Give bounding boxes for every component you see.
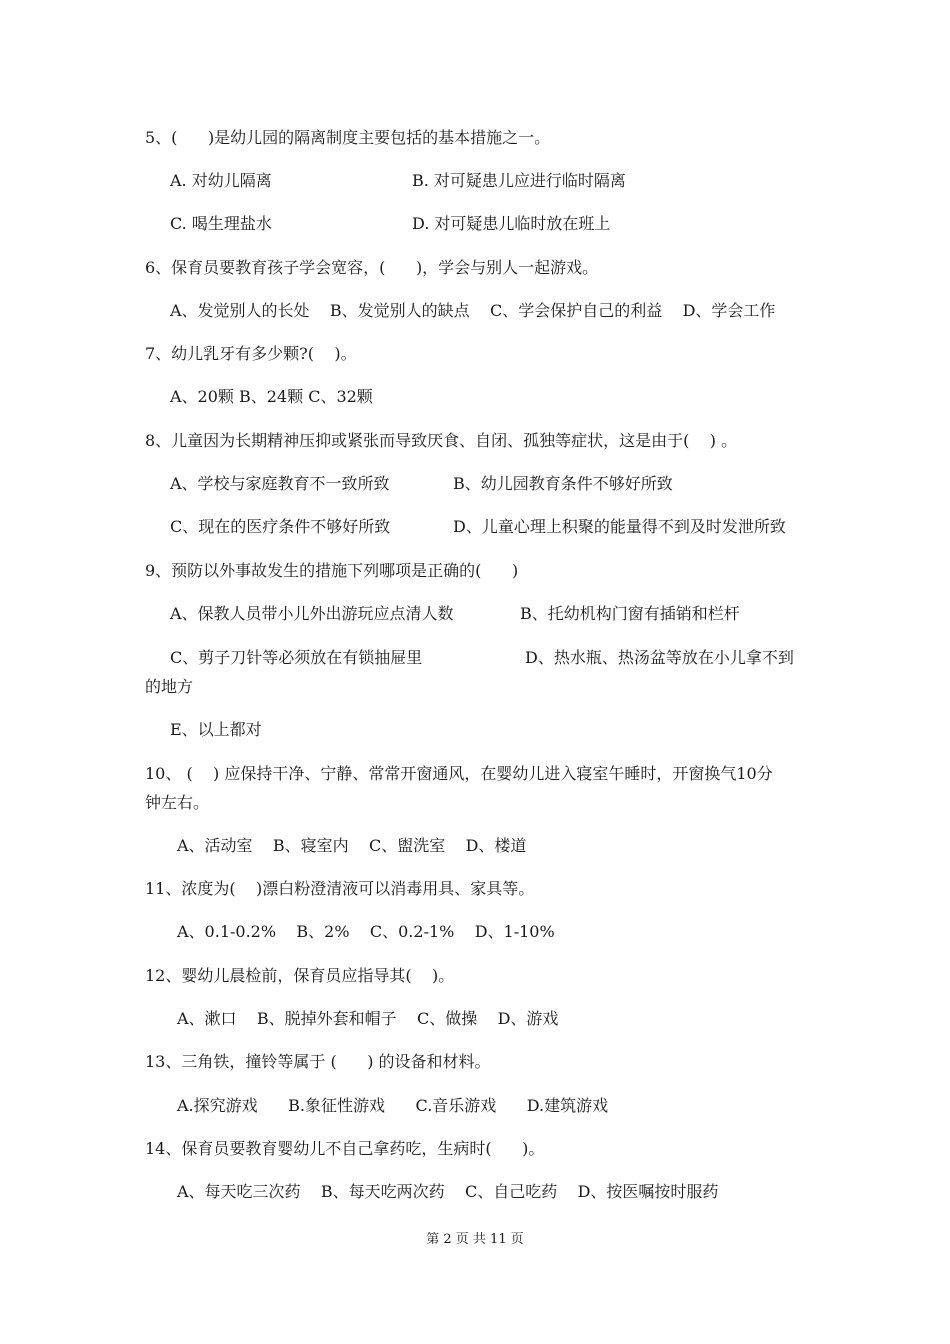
- question-6-options: A、发觉别人的长处 B、发觉别人的缺点 C、学会保护自己的利益 D、学会工作: [170, 301, 776, 320]
- question-8-option-c: C、现在的医疗条件不够好所致: [170, 517, 391, 536]
- question-13-stem: 13、三角铁，撞铃等属于 ( ) 的设备和材料。: [145, 1052, 491, 1071]
- question-7-options: A、20颗 B、24颗 C、32颗: [170, 387, 373, 406]
- question-5-option-d: D. 对可疑患儿临时放在班上: [412, 214, 611, 233]
- question-8-option-b: B、幼儿园教育条件不够好所致: [453, 474, 673, 493]
- page-number: 第 2 页 共 11 页: [426, 1232, 524, 1247]
- question-5-option-a: A. 对幼儿隔离: [170, 171, 272, 190]
- question-10-stem-continued: 钟左右。: [145, 793, 210, 812]
- question-8-option-a: A、学校与家庭教育不一致所致: [170, 474, 390, 493]
- question-10-options: A、活动室 B、寝室内 C、盥洗室 D、楼道: [177, 836, 527, 855]
- question-11-options: A、0.1-0.2% B、2% C、0.2-1% D、1-10%: [177, 922, 555, 941]
- question-8-option-d: D、儿童心理上积聚的能量得不到及时发泄所致: [453, 517, 786, 536]
- question-9-option-d: D、热水瓶、热汤盆等放在小儿拿不到: [525, 648, 794, 667]
- question-11-stem: 11、浓度为( )漂白粉澄清液可以消毒用具、家具等。: [145, 879, 535, 898]
- question-12-options: A、漱口 B、脱掉外套和帽子 C、做操 D、游戏: [177, 1009, 559, 1028]
- question-12-stem: 12、婴幼儿晨检前，保育员应指导其( )。: [145, 966, 455, 985]
- question-7-stem: 7、幼儿乳牙有多少颗?( )。: [145, 344, 357, 363]
- question-5-option-c: C. 喝生理盐水: [170, 214, 272, 233]
- question-9-option-a: A、保教人员带小儿外出游玩应点清人数: [170, 604, 454, 623]
- question-13-options: A.探究游戏 B.象征性游戏 C.音乐游戏 D.建筑游戏: [177, 1096, 609, 1115]
- question-9-option-e: E、以上都对: [170, 720, 262, 739]
- question-14-stem: 14、保育员要教育婴幼儿不自己拿药吃，生病时( )。: [145, 1139, 545, 1158]
- question-10-stem: 10、 ( ) 应保持干净、宁静、常常开窗通风，在婴幼儿进入寝室午睡时，开窗换气10分: [145, 764, 773, 783]
- question-9-option-d-continued: 的地方: [145, 677, 194, 696]
- question-5-stem: 5、( )是幼儿园的隔离制度主要包括的基本措施之一。: [145, 128, 551, 147]
- question-8-stem: 8、儿童因为长期精神压抑或紧张而导致厌食、自闭、孤独等症状，这是由于( ) 。: [145, 431, 738, 450]
- question-9-stem: 9、预防以外事故发生的措施下列哪项是正确的( ): [145, 561, 519, 580]
- question-6-stem: 6、保育员要教育孩子学会宽容，( )，学会与别人一起游戏。: [145, 258, 599, 277]
- question-9-option-b: B、托幼机构门窗有插销和栏杆: [520, 604, 740, 623]
- question-9-option-c: C、剪子刀针等必须放在有锁抽屉里: [170, 648, 423, 667]
- question-14-options: A、每天吃三次药 B、每天吃两次药 C、自己吃药 D、按医嘱按时服药: [177, 1182, 719, 1201]
- question-5-option-b: B. 对可疑患儿应进行临时隔离: [412, 171, 626, 190]
